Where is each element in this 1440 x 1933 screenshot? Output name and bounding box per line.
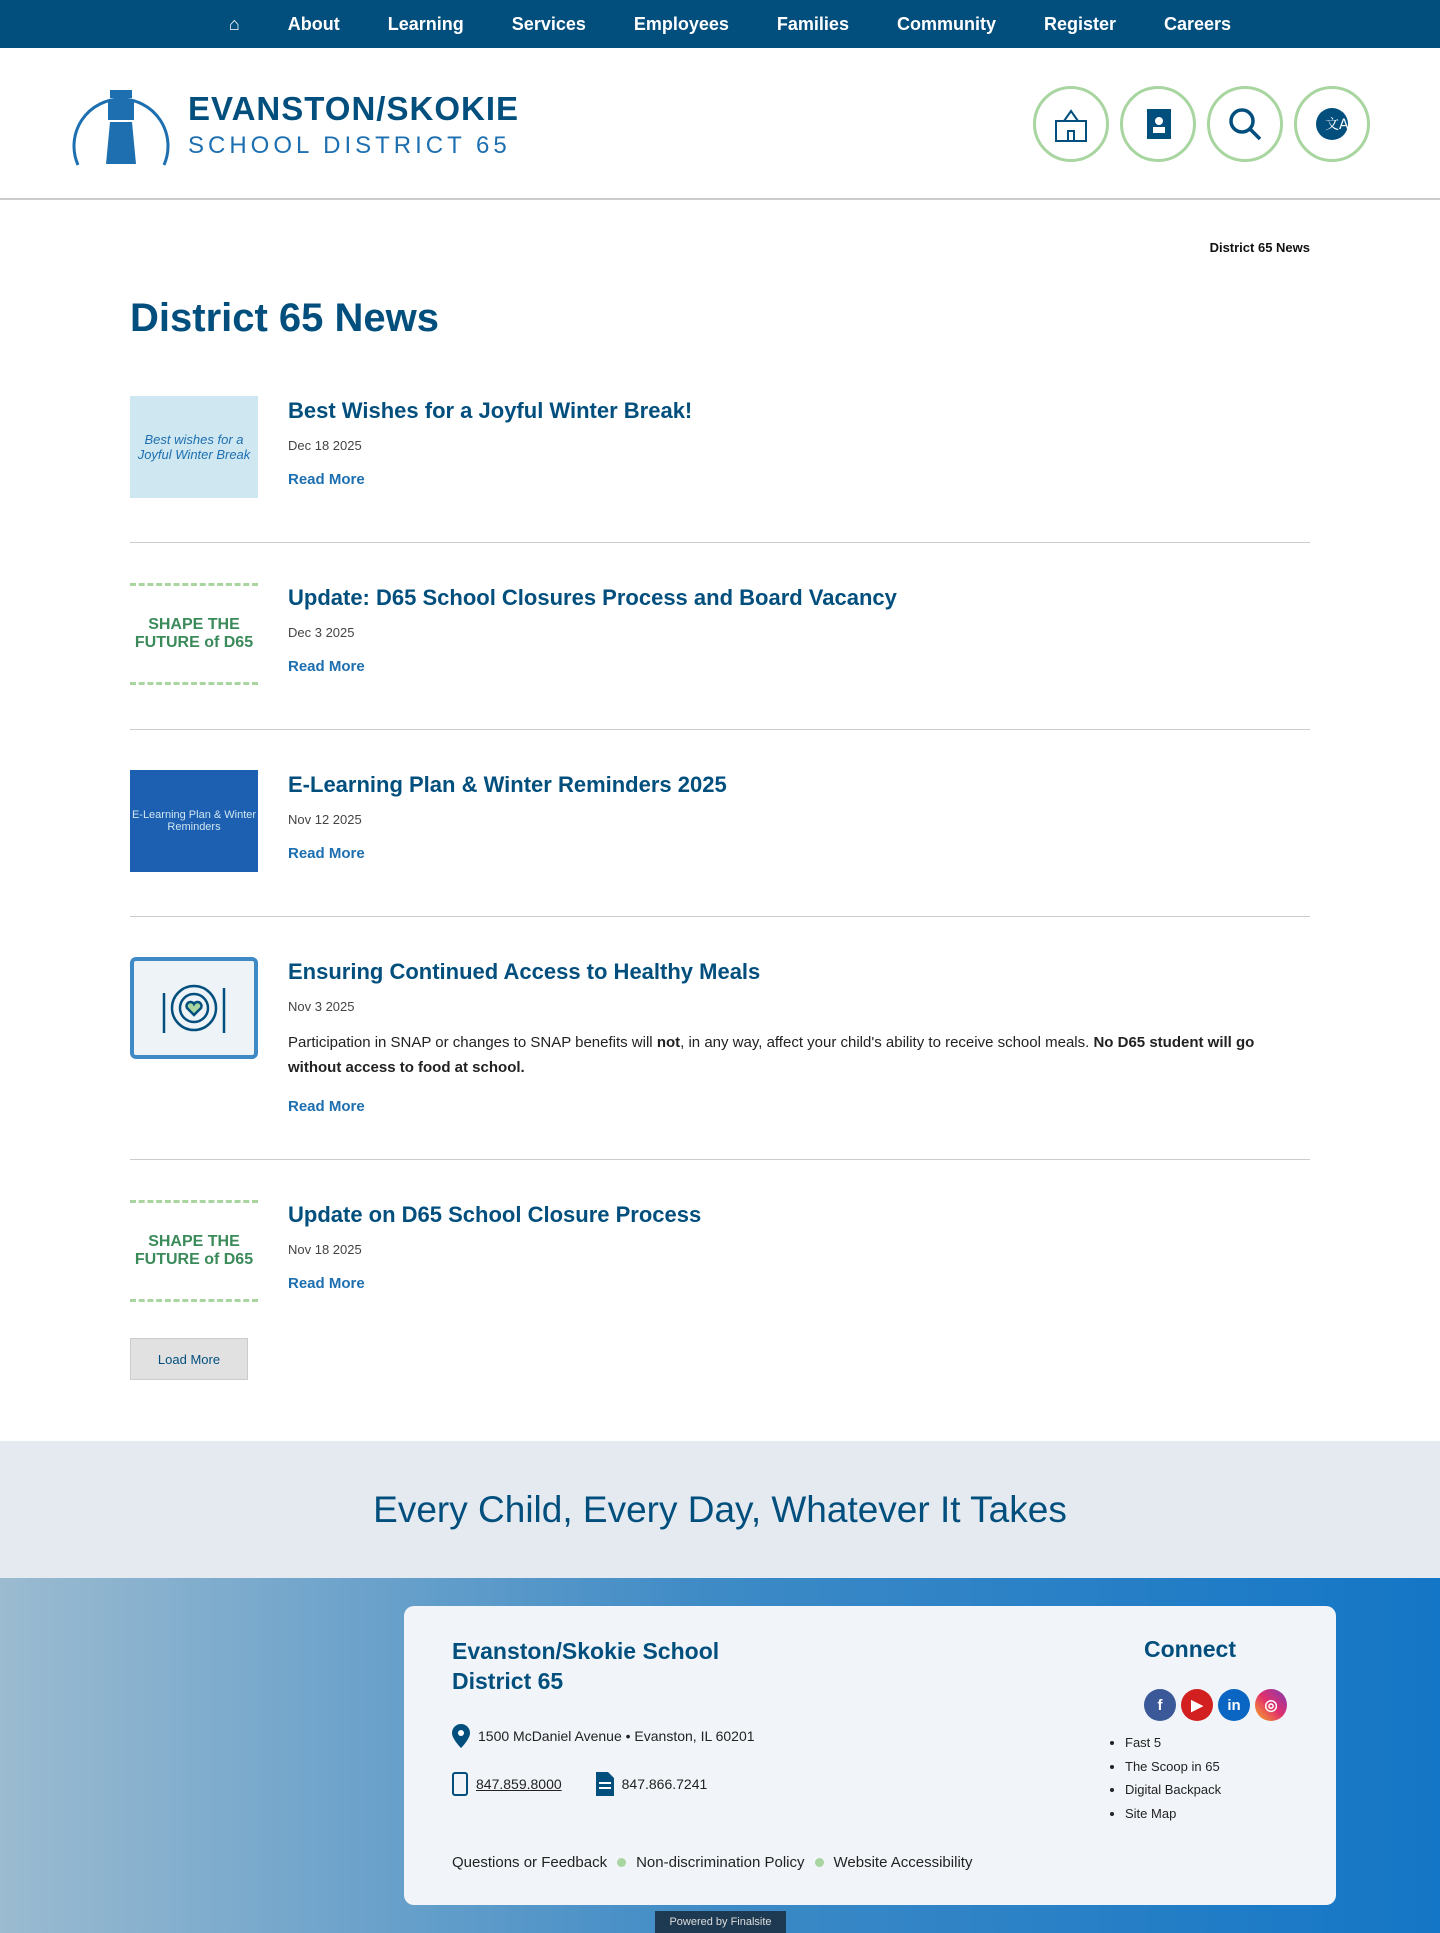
news-item [130, 957, 1310, 1160]
news-thumbnail[interactable]: Best wishes for a Joyful Winter Break [130, 396, 258, 498]
read-more-link[interactable]: Read More [288, 1098, 365, 1115]
fax-document-icon [596, 1772, 614, 1796]
footer-card [404, 1606, 1336, 1905]
separator-dot [815, 1858, 824, 1867]
load-more-button[interactable]: Load More [130, 1338, 248, 1380]
news-title[interactable]: Update on D65 School Closure Process [288, 1202, 702, 1227]
fast5-link[interactable]: Fast 5 [1125, 1735, 1162, 1750]
location-pin-icon [452, 1724, 470, 1748]
svg-text:文A: 文A [1325, 117, 1349, 133]
separator-dot [617, 1858, 626, 1867]
news-summary [288, 1030, 1310, 1080]
news-title[interactable]: Best Wishes for a Joyful Winter Break! [288, 398, 693, 423]
news-title[interactable]: E-Learning Plan & Winter Reminders 2025 [288, 772, 727, 797]
feedback-link[interactable]: Questions or Feedback [452, 1854, 608, 1871]
news-title[interactable]: Ensuring Continued Access to Healthy Meals [288, 959, 761, 984]
news-date: Dec 3 2025 [288, 625, 355, 640]
nondiscrimination-link[interactable]: Non-discrimination Policy [636, 1854, 805, 1871]
lighthouse-icon [70, 80, 172, 170]
site-map-link[interactable]: Site Map [1125, 1805, 1177, 1821]
linkedin-icon[interactable]: in [1218, 1689, 1250, 1721]
powered-by-finalsite[interactable]: Powered by Finalsite [655, 1911, 786, 1933]
schools-button[interactable] [1033, 86, 1109, 162]
nav-about[interactable]: About [287, 13, 340, 34]
scoop-link[interactable]: The Scoop in 65 [1125, 1758, 1220, 1774]
youtube-icon[interactable]: ▶ [1181, 1689, 1213, 1721]
news-thumbnail[interactable]: SHAPE THE FUTURE of D65 [130, 583, 258, 685]
news-list [130, 396, 1310, 1386]
home-icon[interactable]: ⌂ [228, 13, 240, 34]
news-thumbnail[interactable] [130, 957, 258, 1059]
read-more-link[interactable]: Read More [288, 1275, 365, 1292]
news-item [130, 770, 1310, 917]
read-more-link[interactable]: Read More [288, 471, 365, 488]
summary-emphasis: not [656, 1034, 681, 1051]
news-item [130, 1200, 1310, 1346]
top-nav [0, 0, 1440, 48]
nav-employees[interactable]: Employees [633, 13, 729, 34]
news-date: Nov 12 2025 [288, 812, 362, 827]
translate-button[interactable] [1294, 86, 1370, 162]
news-date: Nov 18 2025 [288, 1242, 362, 1257]
breadcrumb: District 65 News [1209, 240, 1310, 255]
tagline: Every Child, Every Day, Whatever It Takes [0, 1441, 1440, 1578]
phone-link[interactable]: 847.859.8000 [476, 1776, 562, 1792]
news-item [130, 583, 1310, 730]
digital-backpack-link[interactable]: Digital Backpack [1125, 1782, 1222, 1797]
nav-community[interactable]: Community [896, 13, 996, 34]
phone-icon [452, 1772, 468, 1796]
read-more-link[interactable]: Read More [288, 658, 365, 675]
district-logo[interactable] [70, 80, 519, 170]
translate-icon [1313, 105, 1351, 143]
footer [0, 1578, 1440, 1933]
directory-button[interactable] [1120, 86, 1196, 162]
nav-careers[interactable]: Careers [1164, 13, 1232, 34]
summary-text: Participation in SNAP or changes to SNAP benefits will [288, 1034, 657, 1051]
logo-line1: EVANSTON/SKOKIE [188, 90, 519, 127]
search-button[interactable] [1207, 86, 1283, 162]
page-title: District 65 News [130, 296, 440, 340]
facebook-icon[interactable]: f [1144, 1689, 1176, 1721]
nav-register[interactable]: Register [1043, 13, 1116, 34]
nav-services[interactable]: Services [511, 13, 586, 34]
summary-text: , in any way, affect your child's ability to receive school meals. [680, 1034, 1094, 1051]
news-thumbnail[interactable]: SHAPE THE FUTURE of D65 [130, 1200, 258, 1302]
summary-emphasis: No D65 student will go without access to food at school. [288, 1034, 1255, 1076]
news-item [130, 396, 1310, 543]
news-title[interactable]: Update: D65 School Closures Process and Board Vacancy [288, 585, 897, 610]
accessibility-link[interactable]: Website Accessibility [833, 1854, 973, 1871]
contact-book-icon [1139, 105, 1177, 143]
school-building-icon [1052, 105, 1090, 143]
site-header [0, 48, 1440, 200]
news-thumbnail[interactable]: E-Learning Plan & Winter Reminders [130, 770, 258, 872]
fax-number: 847.866.7241 [621, 1776, 708, 1792]
footer-district-name: Evanston/Skokie School District 65 [452, 1638, 720, 1694]
nav-learning[interactable]: Learning [387, 13, 464, 34]
connect-heading: Connect [1144, 1636, 1236, 1662]
news-date: Dec 18 2025 [288, 438, 362, 453]
nav-families[interactable]: Families [776, 13, 849, 34]
logo-line2: SCHOOL DISTRICT 65 [188, 132, 511, 159]
search-icon [1226, 105, 1264, 143]
read-more-link[interactable]: Read More [288, 845, 365, 862]
news-date: Nov 3 2025 [288, 999, 355, 1014]
footer-address: 1500 McDaniel Avenue • Evanston, IL 60201 [478, 1728, 755, 1744]
instagram-icon[interactable]: ◎ [1255, 1689, 1287, 1721]
plate-heart-icon [154, 973, 234, 1043]
